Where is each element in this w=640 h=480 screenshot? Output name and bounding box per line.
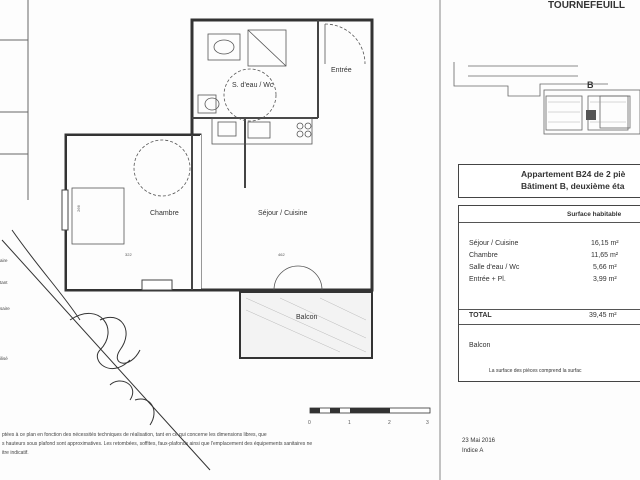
document-date: 23 Mai 2016 [462,438,496,444]
table-row-value: 3,99 m² [593,276,617,283]
table-row-value: 16,15 m² [591,240,619,247]
footer-note: s hauteurs sous plafond sont approximatives. Les retombées, soffites, faux-plafonds ainsi que l'emplacement des équipements sanitaires ne [2,441,313,447]
left-note: aire [0,258,8,263]
table-row-value: 5,66 m² [593,264,617,271]
total-label: TOTAL [469,312,492,319]
room-label-sejour: Séjour / Cuisine [258,210,308,217]
left-note: saire [0,306,10,311]
table-footnote: La surface des pièces comprend la surfac [489,368,582,374]
dimension-sejour: 462 [278,252,285,257]
document-index: Indice A [462,448,484,454]
scale-number: 3 [426,420,429,426]
dimension-chambre: 322 [125,252,132,257]
total-value: 39,45 m² [589,312,617,319]
dimension-chambre-side: 266 [75,205,81,212]
surface-header: Surface habitable [567,211,622,218]
room-label-salle-eau: S. d'eau / Wc [232,82,274,89]
room-label-entree: Entrée [331,67,352,74]
building-mark: B [587,80,594,90]
table-row-value: 11,65 m² [591,252,619,259]
left-note: ilisé [0,356,8,361]
building-floor: Bâtiment B, deuxième éta [521,181,625,191]
apartment-reference-box [458,164,640,198]
table-row-label: Séjour / Cuisine [469,240,519,247]
table-row-label: Chambre [469,252,498,259]
site-plan-thumbnail [448,62,640,146]
apartment-name: Appartement B24 de 2 piè [521,169,626,179]
surface-table [458,205,640,382]
left-note: tant [0,280,8,285]
scale-number: 1 [348,420,351,426]
footer-note: ptées à ce plan en fonction des nécessités techniques de réalisation, tant en ce qui concerne les dimensions libres, que [2,432,267,438]
table-divider [459,222,640,223]
room-label-chambre: Chambre [150,210,179,217]
city-title: TOURNEFEUILL [548,0,626,11]
room-label-balcon: Balcon [296,314,318,321]
table-row-label: Salle d'eau / Wc [469,264,520,271]
footer-note: itre indicatif. [2,450,29,456]
scale-bar [308,406,434,424]
table-divider [459,324,640,325]
table-row-label: Entrée + Pl. [469,276,506,283]
scale-number: 2 [388,420,391,426]
table-divider [459,309,640,310]
balcon-label: Balcon [469,342,491,349]
scale-number: 0 [308,420,311,426]
signature [0,210,240,480]
